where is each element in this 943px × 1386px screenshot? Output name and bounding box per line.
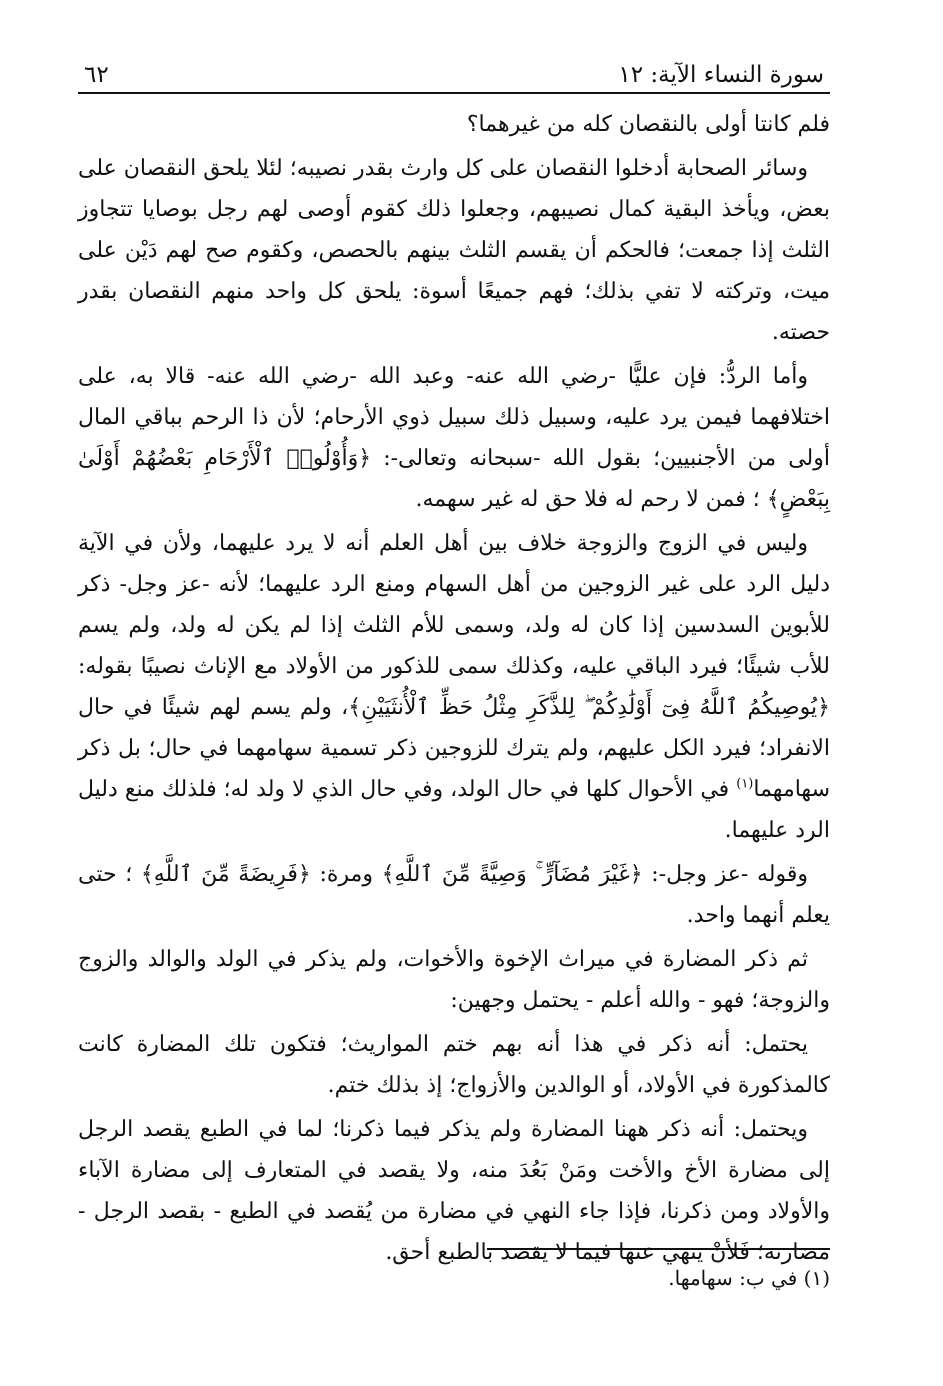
text-run: وأما الردُّ: فإن عليًّا -رضي الله عنه- وعبد الله -رضي الله عنه- قالا به، على اختلافهما فيمن يرد عليه، وسبيل ذلك سبيل ذوي الأرحام؛ لأن ذا الرحم بباقي المال أولى من الأجنبيين؛ بقول الله -سبحانه وتعالى-: — [78, 364, 830, 471]
quran-verse: ﴿فَرِيضَةً مِّنَ ٱللَّهِ﴾ — [140, 862, 311, 887]
running-title: سورة النساء الآية: ١٢ — [618, 62, 824, 88]
quran-verse: ﴿وَأُوْلُوا۟ ٱلْأَرْحَامِ بَعْضُهُمْ أَوْلَىٰ بِبَعْضٍ﴾ — [78, 446, 830, 512]
quran-verse: ﴿يُوصِيكُمُ ٱللَّهُ فِىٓ أَوْلَٰدِكُمْ ۖ لِلذَّكَرِ مِثْلُ حَظِّ ٱلْأُنثَيَيْنِ﴾ — [348, 695, 830, 720]
paragraph-p5 — [78, 854, 830, 936]
paragraph-p7 — [78, 1024, 830, 1106]
paragraph-p4 — [78, 523, 830, 851]
text-run: فلم كانتا أولى بالنقصان كله من غيرهما؟ — [466, 112, 830, 137]
running-header — [78, 58, 830, 94]
text-run: ثم ذكر المضارة في ميراث الإخوة والأخوات، ولم يذكر في الولد والوالد والزوج والزوجة؛ فهو - والله أعلم - يحتمل وجهين: — [78, 947, 830, 1013]
text-run: ؛ فمن لا رحم له فلا حق له غير سهمه. — [415, 487, 767, 512]
paragraph-p2 — [78, 148, 830, 353]
footnote — [668, 1263, 830, 1293]
text-run: وقوله -عز وجل-: — [642, 862, 808, 887]
text-run: وسائر الصحابة أدخلوا النقصان على كل وارث بقدر نصيبه؛ لئلا يلحق النقصان على بعض، ويأخذ البقية كمال نصيبهم، وجعلوا ذلك كقوم أوصى لهم رجل بوصايا تتجاوز الثلث إذا جمعت؛ فالحكم أن يقسم الثلث بينهم بالحصص، وكقوم صح لهم دَيْن على ميت، وتركته لا تفي بذلك؛ فهم جميعًا أسوة: يلحق كل واحد منهم النقصان بقدر حصته. — [78, 156, 830, 345]
book-page — [78, 58, 830, 1368]
text-run: ومرة: — [310, 862, 382, 887]
paragraph-p3 — [78, 356, 830, 520]
paragraph-p1 — [78, 104, 830, 145]
main-text — [78, 104, 830, 1273]
text-run: وليس في الزوج والزوجة خلاف بين أهل العلم أنه لا يرد عليهما، ولأن في الآية دليل الرد على غير الزوجين من أهل السهام ومنع الرد عليهما؛ لأنه -عز وجل- ذكر للأبوين السدسين إذا كان له ولد، وسمى للأم الثلث إذا لم يكن له ولد، ولم يسم للأب شيئًا؛ فيرد الباقي عليه، وكذلك سمى للذكور من الأولاد مع الإناث نصيبًا بقوله: — [78, 531, 830, 679]
text-run: ، ولم يسم لهم شيئًا في حال الانفراد؛ فيرد الكل عليهم، ولم يترك للزوجين ذكر تسمية سهامهما في حال؛ بل ذكر سهامهما — [78, 695, 830, 802]
footnote-divider — [487, 1248, 830, 1250]
text-run: يحتمل: أنه ذكر في هذا أنه بهم ختم المواريث؛ فتكون تلك المضارة كانت كالمذكورة في الأولاد، أو الوالدين والأزواج؛ إذ بذلك ختم. — [78, 1032, 830, 1098]
footnote-reference: (١) — [736, 776, 754, 792]
footnote-marker: (١) — [803, 1266, 830, 1290]
text-run: ؛ حتى يعلم أنهما واحد. — [78, 862, 830, 928]
quran-verse: ﴿غَيْرَ مُضَآرٍّ ۚ وَصِيَّةً مِّنَ ٱللَّهِ﴾ — [381, 862, 643, 887]
footnote-text: في ب: سهامها. — [668, 1266, 798, 1290]
paragraph-p6 — [78, 939, 830, 1021]
page-number: ٦٢ — [84, 62, 109, 88]
text-run: في الأحوال كلها في حال الولد، وفي حال الذي لا ولد له؛ فلذلك منع دليل الرد عليهما. — [78, 777, 830, 843]
text-run: ويحتمل: أنه ذكر ههنا المضارة ولم يذكر فيما ذكرنا؛ لما في الطبع يقصد الرجل إلى مضارة الأخ والأخت ومَنْ بَعُدَ منه، ولا يقصد في المتعارف إلى مضارة الآباء والأولاد ومن ذكرنا، فإذا جاء النهي في مضارة من يُقصد في الطبع - بقصد الرجل - مضارته؛ فَلأنْ ينهي عنها فيما لا يقصد بالطبع أحق. — [78, 1117, 830, 1265]
